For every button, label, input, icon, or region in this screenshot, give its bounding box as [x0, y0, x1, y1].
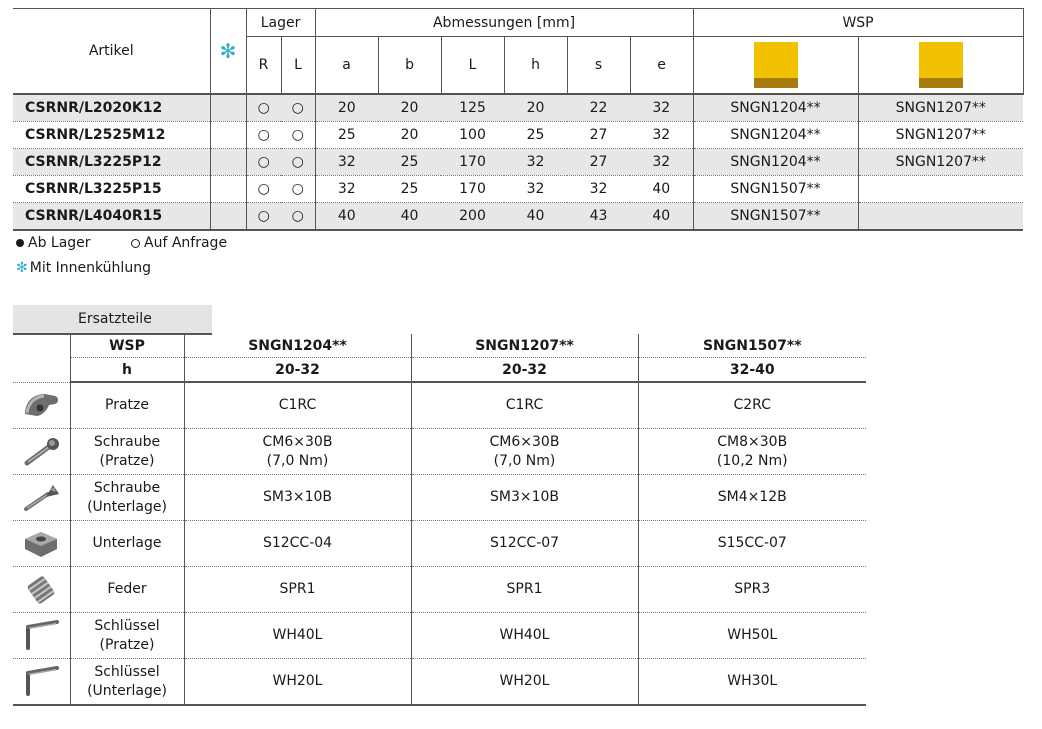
- part-value-line: C1RC: [505, 397, 544, 413]
- cell-s: 32: [567, 176, 630, 203]
- part-value-line: WH40L: [272, 627, 323, 643]
- part-value: [638, 659, 866, 706]
- table-row: [13, 429, 866, 475]
- part-value-line: C1RC: [278, 397, 317, 413]
- part-name-line: Unterlage: [92, 535, 162, 551]
- product-table: [13, 8, 1024, 231]
- part-name-line: (Unterlage): [87, 498, 167, 515]
- part-name: [70, 429, 184, 475]
- part-value-line: SPR3: [734, 581, 771, 597]
- part-value: [184, 567, 411, 613]
- snowflake-icon: ✻: [16, 260, 28, 276]
- part-name-line: (Unterlage): [87, 682, 167, 699]
- cell-s: 22: [567, 94, 630, 122]
- cell-wsp1: SNGN1204**: [693, 149, 858, 176]
- part-value-line: CM8×30B: [717, 433, 788, 450]
- part-value-line: SM4×12B: [717, 489, 787, 505]
- part-name: [70, 659, 184, 706]
- countersunk-screw-icon: [13, 475, 70, 521]
- cell-l: ○: [281, 149, 315, 176]
- screw-icon: [13, 429, 70, 475]
- spare-header-blank: [13, 334, 70, 382]
- insert-image-icon: [754, 42, 798, 88]
- part-value: [184, 613, 411, 659]
- part-value: [638, 475, 866, 521]
- part-value-line: WH30L: [727, 673, 778, 689]
- cell-wsp1: SNGN1204**: [693, 94, 858, 122]
- cell-cooling: [210, 149, 246, 176]
- part-value-line: CM6×30B: [262, 433, 333, 450]
- header-wsp-insert-2: [858, 37, 1023, 95]
- cell-wsp1: SNGN1204**: [693, 122, 858, 149]
- part-name-line: (Pratze): [99, 452, 155, 469]
- part-name-line: (Pratze): [99, 636, 155, 653]
- part-value: [184, 521, 411, 567]
- cell-r: ○: [246, 203, 281, 231]
- cell-artikel: CSRNR/L3225P12: [13, 149, 210, 176]
- clamp-icon: [13, 382, 70, 429]
- cell-h: 32: [504, 176, 567, 203]
- part-value-line: WH50L: [727, 627, 778, 643]
- header-cooling: [210, 9, 246, 95]
- spare-header-wsp-1: SNGN1204**: [184, 334, 411, 358]
- part-value-line: S15CC-07: [717, 535, 787, 551]
- cell-a: 32: [315, 149, 378, 176]
- cell-artikel: CSRNR/L3225P15: [13, 176, 210, 203]
- cell-s: 43: [567, 203, 630, 231]
- cell-cooling: [210, 203, 246, 231]
- part-value-line: WH20L: [272, 673, 323, 689]
- table-row: [13, 176, 1023, 203]
- part-name-line: Schlüssel: [94, 663, 160, 680]
- cell-r: ○: [246, 122, 281, 149]
- header-dim-L: L: [441, 37, 504, 95]
- filled-dot-icon: [16, 239, 24, 247]
- part-value-line: (10,2 Nm): [716, 452, 788, 469]
- insert-image-icon: [919, 42, 963, 88]
- cell-r: ○: [246, 176, 281, 203]
- cell-h: 20: [504, 94, 567, 122]
- cell-L: 200: [441, 203, 504, 231]
- cell-artikel: CSRNR/L4040R15: [13, 203, 210, 231]
- part-value-line: S12CC-07: [489, 535, 560, 551]
- cell-artikel: CSRNR/L2525M12: [13, 122, 210, 149]
- part-value: [411, 382, 638, 429]
- cell-wsp1: SNGN1507**: [693, 203, 858, 231]
- part-value-line: SPR1: [279, 581, 316, 597]
- cell-wsp2: [858, 203, 1023, 231]
- part-value-line: C2RC: [733, 397, 771, 413]
- cell-h: 25: [504, 122, 567, 149]
- cell-wsp2: SNGN1207**: [858, 122, 1023, 149]
- cell-wsp2: SNGN1207**: [858, 149, 1023, 176]
- part-value-line: (7,0 Nm): [266, 452, 329, 469]
- empty-dot-icon: [131, 239, 140, 248]
- cell-wsp2: [858, 176, 1023, 203]
- cell-a: 32: [315, 176, 378, 203]
- header-dim-e: e: [630, 37, 693, 95]
- spring-icon: [13, 567, 70, 613]
- cell-cooling: [210, 122, 246, 149]
- cell-l: ○: [281, 94, 315, 122]
- cell-b: 25: [378, 149, 441, 176]
- header-dim-b: b: [378, 37, 441, 95]
- cell-a: 40: [315, 203, 378, 231]
- part-value: [411, 429, 638, 475]
- part-value-line: SM3×10B: [262, 489, 333, 505]
- table-row: [13, 567, 866, 613]
- header-wsp-insert-1: [693, 37, 858, 95]
- legend-innenkuehlung: Mit Innenkühlung: [29, 260, 151, 276]
- table-row: [13, 122, 1023, 149]
- spare-parts-tab: [13, 305, 212, 335]
- header-abmessungen: Abmessungen [mm]: [315, 9, 693, 37]
- part-value: [638, 567, 866, 613]
- cell-e: 32: [630, 122, 693, 149]
- part-value: [184, 382, 411, 429]
- legend-ab-lager: Ab Lager: [28, 235, 91, 251]
- part-value: [411, 521, 638, 567]
- part-value-line: SPR1: [506, 581, 543, 597]
- header-dim-a: a: [315, 37, 378, 95]
- header-lager-l: L: [281, 37, 315, 95]
- cell-e: 40: [630, 176, 693, 203]
- spare-header-h-1: 20-32: [184, 358, 411, 383]
- part-value: [184, 429, 411, 475]
- cell-e: 32: [630, 149, 693, 176]
- part-value-line: S12CC-04: [262, 535, 333, 551]
- part-value-line: WH20L: [499, 673, 550, 689]
- spare-header-h-2: 20-32: [411, 358, 638, 383]
- hex-key-icon: [13, 659, 70, 706]
- spare-header-wsp-2: SNGN1207**: [411, 334, 638, 358]
- cell-h: 32: [504, 149, 567, 176]
- legend-auf-anfrage: Auf Anfrage: [144, 235, 228, 251]
- part-value: [184, 475, 411, 521]
- cell-a: 25: [315, 122, 378, 149]
- part-value: [411, 613, 638, 659]
- cell-l: ○: [281, 122, 315, 149]
- spare-header-h-3: 32-40: [638, 358, 866, 383]
- spare-header-h: h: [70, 358, 184, 383]
- cell-l: ○: [281, 203, 315, 231]
- cell-b: 20: [378, 94, 441, 122]
- part-value-line: (7,0 Nm): [493, 452, 556, 469]
- cell-b: 20: [378, 122, 441, 149]
- cell-wsp1: SNGN1507**: [693, 176, 858, 203]
- part-name: [70, 382, 184, 429]
- cell-cooling: [210, 94, 246, 122]
- cell-a: 20: [315, 94, 378, 122]
- cell-L: 125: [441, 94, 504, 122]
- header-dim-h: h: [504, 37, 567, 95]
- table-row: [13, 613, 866, 659]
- cell-L: 170: [441, 149, 504, 176]
- part-value: [638, 382, 866, 429]
- cell-L: 170: [441, 176, 504, 203]
- spare-header-wsp: WSP: [70, 334, 184, 358]
- header-lager-r: R: [246, 37, 281, 95]
- part-value: [411, 567, 638, 613]
- snowflake-icon: ✻: [219, 39, 237, 63]
- cell-s: 27: [567, 122, 630, 149]
- cell-wsp2: SNGN1207**: [858, 94, 1023, 122]
- part-value: [638, 429, 866, 475]
- table-row: [13, 149, 1023, 176]
- cell-b: 40: [378, 203, 441, 231]
- cell-e: 32: [630, 94, 693, 122]
- shim-icon: [13, 521, 70, 567]
- header-artikel: Artikel: [13, 9, 210, 95]
- cell-L: 100: [441, 122, 504, 149]
- cell-b: 25: [378, 176, 441, 203]
- cell-s: 27: [567, 149, 630, 176]
- header-lager: Lager: [246, 9, 315, 37]
- part-value: [638, 521, 866, 567]
- part-value: [638, 613, 866, 659]
- part-name: [70, 613, 184, 659]
- part-name-line: Schlüssel: [94, 617, 160, 634]
- cell-cooling: [210, 176, 246, 203]
- table-row: [13, 94, 1023, 122]
- header-wsp: WSP: [693, 9, 1023, 37]
- part-name: [70, 475, 184, 521]
- part-value-line: WH40L: [499, 627, 550, 643]
- part-value-line: CM6×30B: [489, 433, 560, 450]
- part-name-line: Schraube: [93, 433, 161, 450]
- part-name: [70, 521, 184, 567]
- cell-r: ○: [246, 149, 281, 176]
- part-name-line: Schraube: [93, 479, 161, 496]
- table-row: [13, 521, 866, 567]
- part-value: [184, 659, 411, 706]
- legend: [16, 231, 227, 281]
- part-value: [411, 475, 638, 521]
- cell-r: ○: [246, 94, 281, 122]
- cell-h: 40: [504, 203, 567, 231]
- table-row: [13, 203, 1023, 231]
- table-row: [13, 475, 866, 521]
- header-dim-s: s: [567, 37, 630, 95]
- table-row: [13, 382, 866, 429]
- part-value: [411, 659, 638, 706]
- spare-parts-table: [13, 334, 866, 706]
- part-name: [70, 567, 184, 613]
- spare-parts-title: Ersatzteile: [78, 311, 152, 327]
- table-row: [13, 659, 866, 706]
- cell-e: 40: [630, 203, 693, 231]
- hex-key-icon: [13, 613, 70, 659]
- part-name-line: Feder: [107, 581, 147, 597]
- part-value-line: SM3×10B: [489, 489, 560, 505]
- cell-artikel: CSRNR/L2020K12: [13, 94, 210, 122]
- part-name-line: Pratze: [105, 397, 149, 413]
- spare-header-wsp-3: SNGN1507**: [638, 334, 866, 358]
- cell-l: ○: [281, 176, 315, 203]
